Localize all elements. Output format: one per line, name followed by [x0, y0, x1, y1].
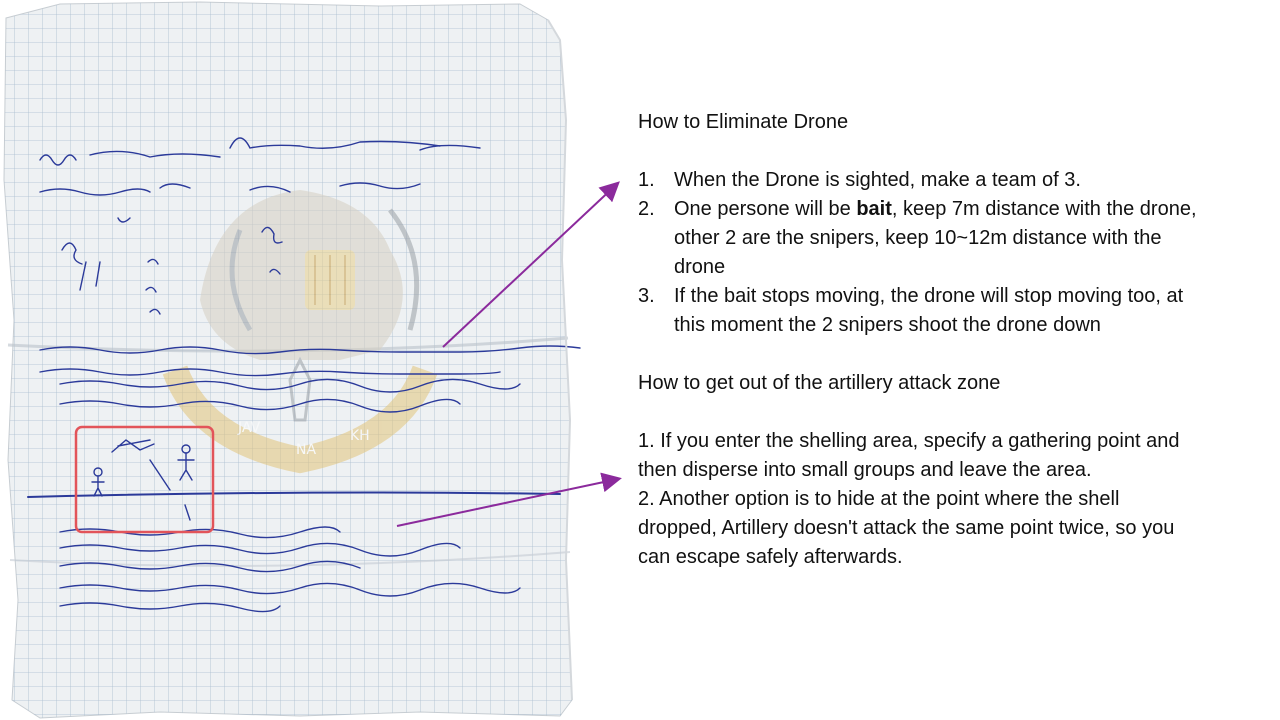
drone-steps-list	[638, 166, 1198, 340]
step-number: 1.	[638, 169, 655, 191]
step-number: 2.	[638, 198, 655, 220]
drone-step-2	[638, 195, 1198, 282]
translation-panel	[638, 108, 1198, 572]
step-text: When the Drone is sighted, make a team of 3.	[674, 169, 1081, 191]
drone-section-title: How to Eliminate Drone	[638, 111, 849, 133]
step-text: If the bait stops moving, the drone will stop moving too, at this moment the 2 snipers shoot the drone down	[674, 285, 1184, 336]
artillery-item-2: 2. Another option is to hide at the point where the shell dropped, Artillery doesn't attack the same point twice, so you can escape safely afterwards.	[638, 488, 1175, 568]
emblem-text-2: NA	[296, 442, 317, 458]
scanned-handwritten-note	[0, 0, 600, 720]
artillery-section-title: How to get out of the artillery attack zone	[638, 372, 1001, 394]
drone-step-1	[638, 166, 1198, 195]
step-text-before: One persone will be	[674, 198, 857, 220]
artillery-item-1: 1. If you enter the shelling area, specify a gathering point and then disperse into small groups and leave the area.	[638, 430, 1180, 481]
emblem-text-1: JAV	[238, 420, 261, 436]
drone-step-3	[638, 282, 1198, 340]
step-text-bold: bait	[856, 198, 892, 220]
emblem-text-3: KH	[350, 428, 370, 444]
step-text-after: , keep 7m distance with the drone, other 2 are the snipers, keep 10~12m distance with the drone	[674, 198, 1197, 278]
step-number: 3.	[638, 285, 655, 307]
